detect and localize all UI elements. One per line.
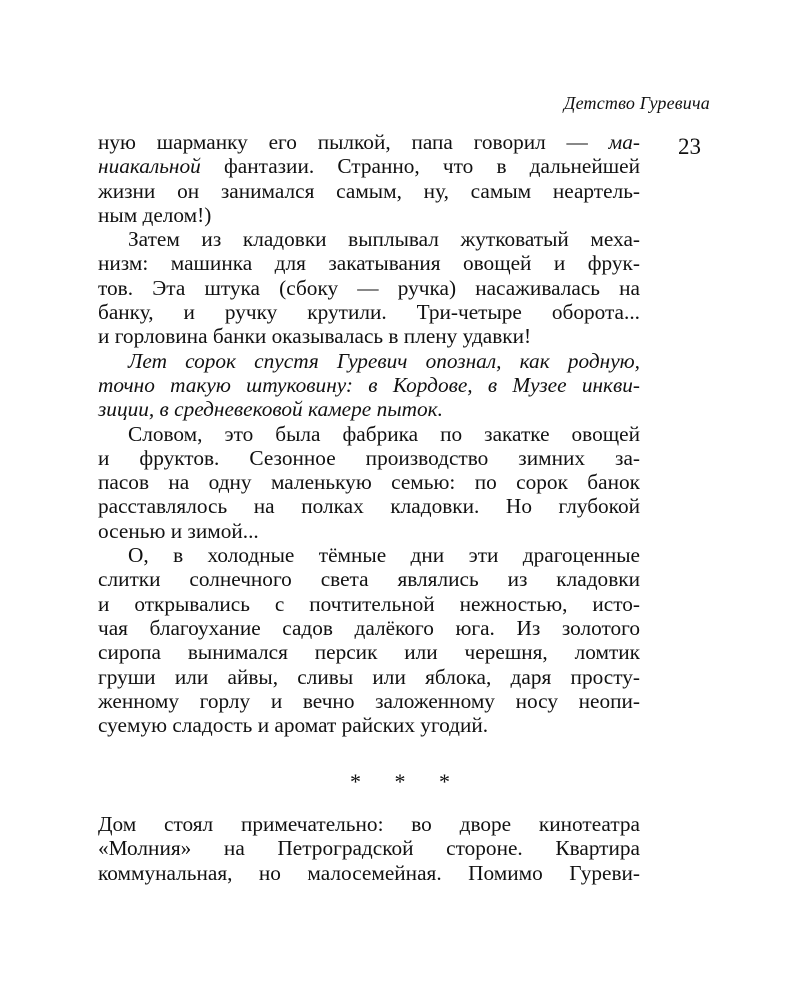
text-segment: груши или айвы, сливы или яблока, даря просту- [98, 664, 640, 689]
text-line [98, 713, 640, 737]
text-line [98, 203, 640, 227]
body-text [98, 130, 640, 737]
text-segment: жизни он занимался самым, ну, самым неартель- [98, 178, 640, 203]
text-line: Дом стоял примечательно: во дворе кинотеатра [98, 812, 640, 836]
text-segment: слитки солнечного света являлись из кладовки [98, 567, 640, 592]
text-line [98, 519, 640, 543]
text-segment: и горловина банки оказывалась в плену удавки! [98, 324, 532, 349]
text-segment: фантазии. Странно, что в дальнейшей [200, 154, 640, 179]
text-segment: чая благоухание садов далёкого юга. Из золотого [98, 615, 640, 640]
text-line: «Молния» на Петроградской стороне. Квартира [98, 836, 640, 861]
text-segment: О, в холодные тёмные дни эти драгоценные [128, 543, 640, 568]
italic-text: Лет сорок спустя Гуревич опознал, как родную, [128, 348, 640, 373]
text-line [98, 251, 640, 275]
text-segment: и фруктов. Сезонное производство зимних за- [98, 445, 640, 470]
text-segment: тов. Эта штука (сбоку — ручка) насаживалась на [98, 275, 640, 300]
text-line [98, 227, 640, 251]
text-segment: суемую сладость и аромат райских угодий. [98, 713, 489, 738]
text-line [98, 154, 640, 178]
italic-text: ма- [608, 130, 640, 154]
text-line [98, 494, 640, 518]
section-separator: * * * [350, 769, 464, 794]
italic-text: точно такую штуковину: в Кордове, в Музее инкви- [98, 372, 640, 397]
text-segment: ным делом!) [98, 202, 212, 227]
text-line [98, 616, 640, 640]
text-segment: пасов на одну маленькую семью: по сорок банок [98, 470, 640, 495]
text-line [98, 543, 640, 567]
text-line [98, 422, 640, 446]
text-line [98, 470, 640, 494]
text-segment: осенью и зимой... [98, 518, 259, 543]
text-line [98, 640, 640, 664]
text-segment: банку, и ручку крутили. Три-четыре оборота... [98, 300, 640, 325]
text-segment: Словом, это была фабрика по закатке овощей [128, 421, 640, 446]
body-text-continued [98, 812, 640, 885]
text-line [98, 446, 640, 470]
text-segment: низм: машинка для закатывания овощей и фрук- [98, 251, 640, 276]
text-line [98, 373, 640, 397]
text-line [98, 276, 640, 300]
text-line [98, 300, 640, 324]
text-line [98, 130, 640, 154]
text-line [98, 349, 640, 373]
text-segment: сиропа вынимался персик или черешня, ломтик [98, 640, 640, 665]
text-line [98, 567, 640, 591]
italic-text: зиции, в средневековой камере пыток. [98, 397, 443, 422]
text-line [98, 179, 640, 203]
text-line [98, 665, 640, 689]
text-segment: Затем из кладовки выплывал жутковатый меха- [128, 227, 640, 252]
text-segment: ную шарманку его пылкой, папа говорил — [98, 130, 609, 154]
text-line [98, 592, 640, 616]
page-number: 23 [678, 134, 701, 159]
text-segment: и открывались с почтительной нежностью, исто- [98, 591, 640, 616]
text-segment: расставлялось на полках кладовки. Но глубокой [98, 494, 640, 519]
text-line [98, 689, 640, 713]
text-line: коммунальная, но малосемейная. Помимо Гуреви- [98, 860, 640, 885]
text-segment: женному горлу и вечно заложенному носу неопи- [98, 688, 640, 713]
italic-text: ниакальной [98, 154, 201, 179]
text-line [98, 324, 640, 348]
running-head: Детство Гуревича [563, 93, 710, 113]
text-line [98, 397, 640, 421]
